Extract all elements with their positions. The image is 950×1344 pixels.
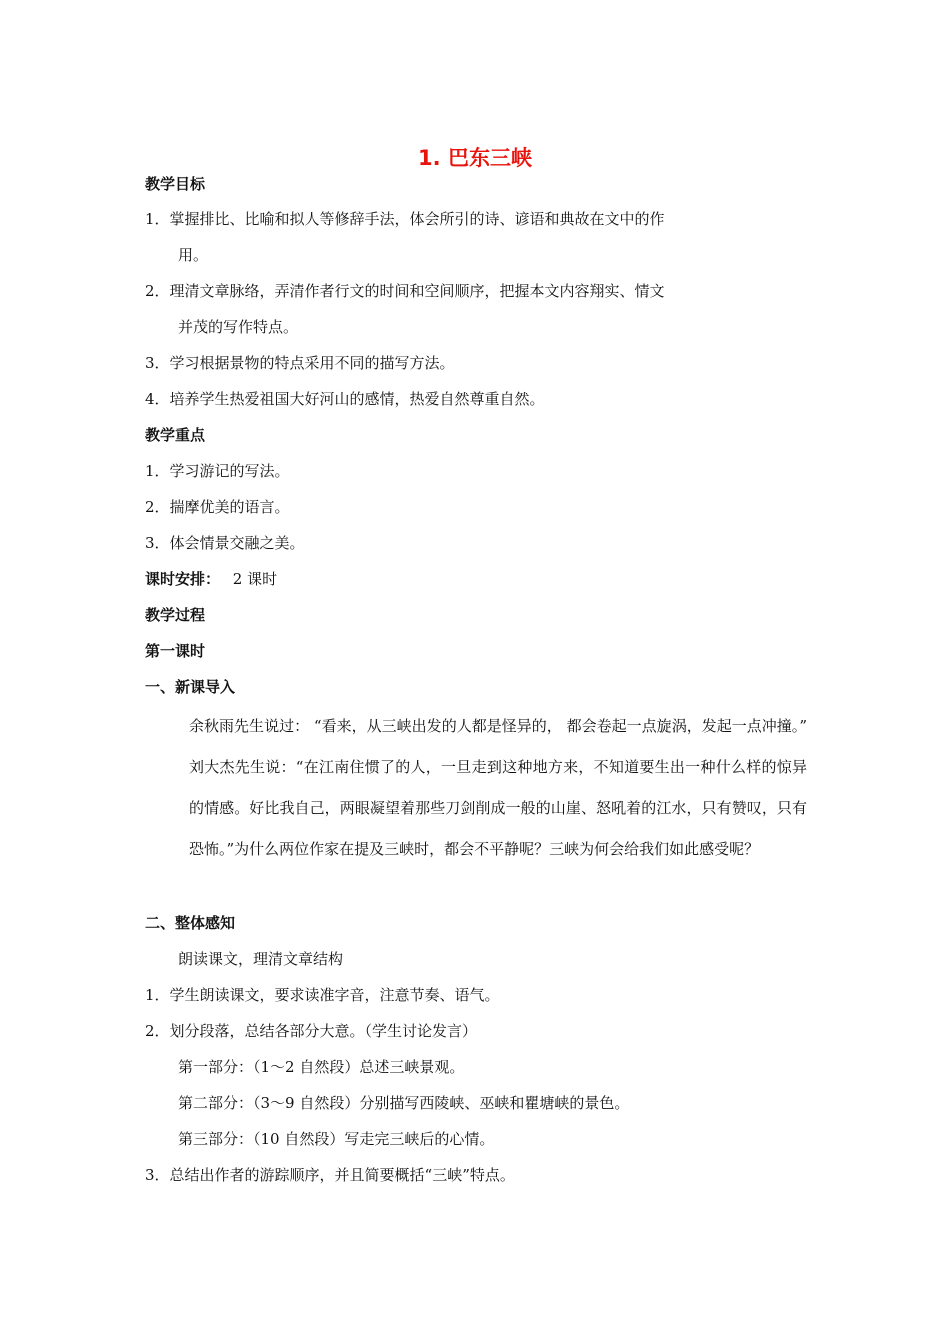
section1-heading: 一、新课导入 bbox=[145, 678, 236, 696]
key-points-heading: 教学重点 bbox=[145, 426, 206, 444]
schedule-label: 课时安排： bbox=[145, 570, 221, 588]
objective-item-1-cont: 用。 bbox=[178, 246, 209, 264]
key-point-item-2: 2．揣摩优美的语言。 bbox=[145, 498, 290, 516]
section2-item-2: 2．划分段落，总结各部分大意。（学生讨论发言） bbox=[145, 1022, 478, 1040]
section2-part-3: 第三部分：（10 自然段）写走完三峡后的心情。 bbox=[178, 1130, 495, 1148]
objectives-heading: 教学目标 bbox=[145, 175, 206, 193]
section1-paragraph: 余秋雨先生说过： “看来，从三峡出发的人都是怪异的， 都会卷起一点旋涡，发起一点冲撞。” 刘大杰先生说：“在江南住惯了的人，一旦走到这种地方来，不知道要生出一种什么样的惊异的情感。好比我自己，两眼凝望着那些刀剑削成一般的山崖、怒吼着的江水，只有赞叹，只有恐怖。”为什么两位作家在提及三峡时，都会不平静呢？三峡为何会给我们如此感受呢？ bbox=[189, 717, 807, 858]
process-heading: 教学过程 bbox=[145, 606, 206, 624]
objective-item-2-cont: 并茂的写作特点。 bbox=[178, 318, 299, 336]
key-point-item-1: 1．学习游记的写法。 bbox=[145, 462, 290, 480]
section2-part-1: 第一部分：（1～2 自然段）总述三峡景观。 bbox=[178, 1058, 465, 1076]
section2-part-2: 第二部分：（3～9 自然段）分别描写西陵峡、巫峡和瞿塘峡的景色。 bbox=[178, 1094, 630, 1112]
key-point-item-3: 3．体会情景交融之美。 bbox=[145, 534, 305, 552]
section2-item-3: 3．总结出作者的游踪顺序，并且简要概括“三峡”特点。 bbox=[145, 1166, 515, 1184]
schedule-line bbox=[145, 569, 277, 589]
objective-item-4: 4．培养学生热爱祖国大好河山的感情，热爱自然尊重自然。 bbox=[145, 390, 545, 408]
objective-item-2: 2．理清文章脉络，弄清作者行文的时间和空间顺序，把握本文内容翔实、情文 bbox=[145, 282, 665, 300]
section2-intro: 朗读课文，理清文章结构 bbox=[178, 950, 344, 968]
section2-heading: 二、整体感知 bbox=[145, 914, 236, 932]
document-title: 1. 巴东三峡 bbox=[418, 146, 532, 170]
schedule-value: 2 课时 bbox=[232, 570, 278, 588]
section2-item-1: 1．学生朗读课文，要求读准字音，注意节奏、语气。 bbox=[145, 986, 500, 1004]
lesson1-heading: 第一课时 bbox=[145, 642, 206, 660]
objective-item-1: 1．掌握排比、比喻和拟人等修辞手法，体会所引的诗、谚语和典故在文中的作 bbox=[145, 210, 665, 228]
objective-item-3: 3．学习根据景物的特点采用不同的描写方法。 bbox=[145, 354, 455, 372]
